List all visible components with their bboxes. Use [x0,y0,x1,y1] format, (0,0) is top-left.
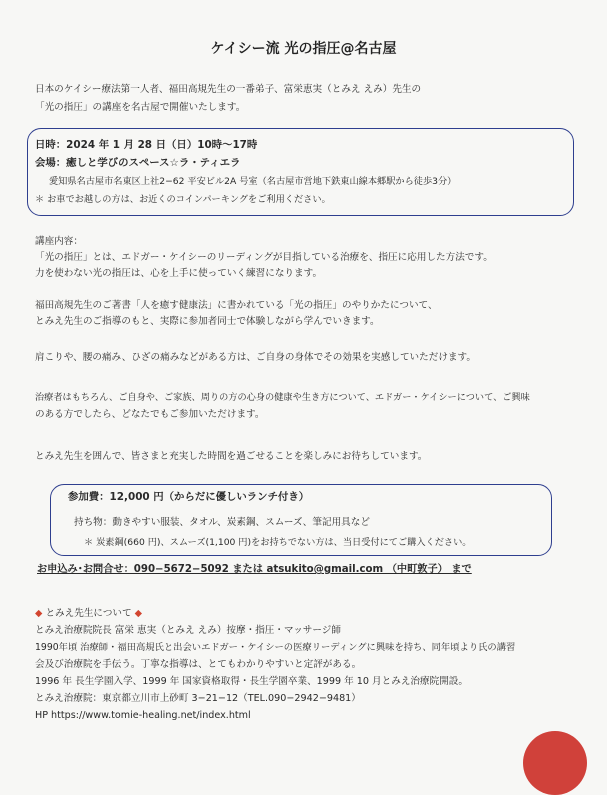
content-p3: 肩こりや、腰の痛み、ひざの痛みなどがある方は、ご自身の身体でその効果を実感していただけます。 [35,352,476,363]
diamond-icon: ◆ [35,608,43,619]
diamond-icon: ◆ [134,608,143,619]
content-p1-line-2: 力を使わない光の指圧は、心を上手に使っていく練習になります。 [35,268,323,279]
profile-line-5: とみえ治療院：東京都立川市上砂町 3−21−12（TEL.090−2942−9481） [35,693,361,704]
content-heading: 講座内容： [35,236,83,247]
profile-line-1: とみえ治療院院長 富栄 恵実（とみえ えみ）按摩・指圧・マッサージ師 [35,625,341,636]
intro-line-1: 日本のケイシー療法第一人者、福田高規先生の一番弟子、富栄恵実（とみえ えみ）先生の [35,84,422,95]
content-p1-line-1: 「光の指圧」とは、エドガー・ケイシーのリーディングが目指している治療を、指圧に応用した方法です。 [35,252,493,263]
event-venue: 会場：癒しと学びのスペース☆ラ・ティエラ [35,157,241,169]
homepage-link[interactable]: HP https://www.tomie-healing.net/index.html [35,710,251,721]
profile-line-4: 1996 年 長生学園入学、1999 年 国家資格取得・長生学園卒業、1999 年 10 月とみえ治療院開設。 [35,676,468,687]
content-p4-line-1: 治療者はもちろん、ご自身や、ご家族、周りの方の心身の健康や生き方について、エドガー・ケイシーについて、ご興味 [35,392,530,403]
content-p2-line-1: 福田高規先生のご著書「人を癒す健康法」に書かれている「光の指圧」のやりかたについて、 [35,300,438,311]
content-p2-line-2: とみえ先生のご指導のもと、実際に参加者同士で体験しながら学んでいきます。 [35,316,380,327]
fee-note: ＊ 炭素鋼(660 円)、スムーズ(1,100 円)をお持ちでない方は、当日受付にてご購入ください。 [84,537,472,548]
fee-price: 参加費：12,000 円（からだに優しいランチ付き） [68,491,310,503]
page-title: ケイシー流 光の指圧@名古屋 [210,41,397,57]
profile-heading: とみえ先生について [45,608,132,619]
event-datetime: 日時：2024 年 1 月 28 日（日）10時〜17時 [35,139,258,151]
fee-items: 持ち物：動きやすい服装、タオル、炭素鋼、スムーズ、筆記用具など [74,517,370,528]
decorative-red-circle [523,731,587,795]
parking-note: ＊ お車でお越しの方は、お近くのコインパーキングをご利用ください。 [35,194,331,205]
event-address: 愛知県名古屋市名東区上社2−62 平安ビル2A 号室（名古屋市営地下鉄東山線本郷駅から徒歩3分） [49,176,457,187]
contact-line: お申込み･お問合せ：090−5672−5092 または atsukito@gmail.com （中町敦子） まで [37,564,472,575]
content-p5: とみえ先生を囲んで、皆さまと充実した時間を過ごせることを楽しみにお待ちしています。 [35,451,428,462]
profile-line-2: 1990年頃 治療師・福田高規氏と出会いエドガー・ケイシーの医療リーディングに興味を持ち、同年頃より氏の講習 [35,642,516,653]
profile-line-3: 会及び治療院を手伝う。丁寧な指導は、とてもわかりやすいと定評がある。 [35,659,362,670]
profile-heading-row [35,607,142,621]
intro-line-2: 「光の指圧」の講座を名古屋で開催いたします。 [35,102,246,113]
content-p4-line-2: のある方でしたら、どなたでもご参加いただけます。 [35,409,265,420]
